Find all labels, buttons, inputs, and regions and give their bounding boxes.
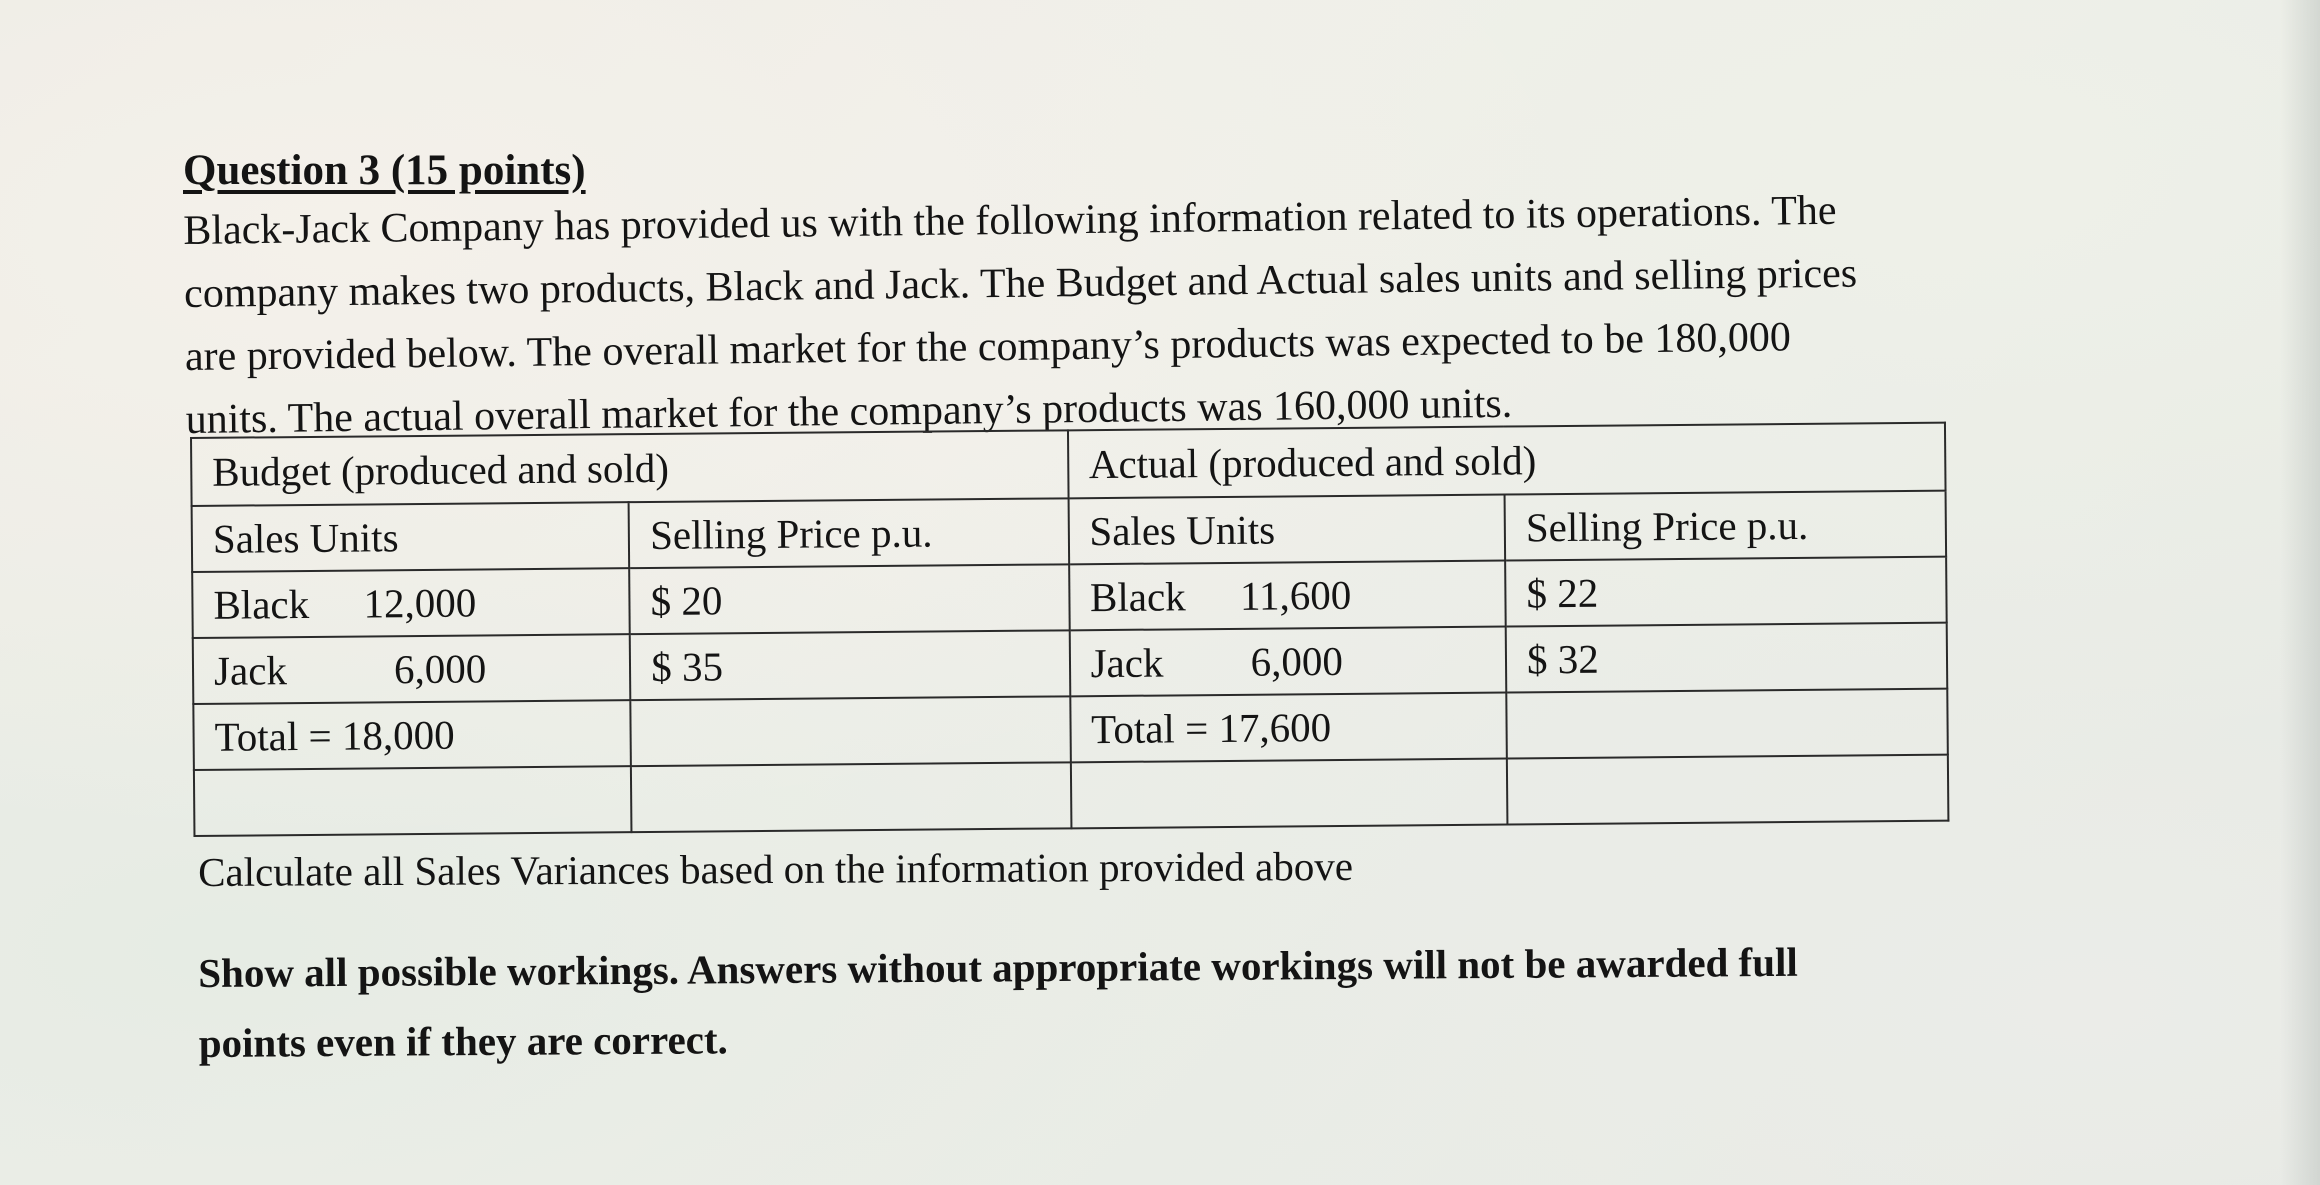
budget-price-cell: $ 35 [630,630,1070,700]
empty-cell [631,762,1071,832]
sales-data-table [190,422,1949,837]
units-value: 12,000 [363,579,477,627]
question-intro [183,178,2026,452]
budget-price-header: Selling Price p.u. [629,498,1069,568]
actual-units-cell [1069,627,1506,697]
intro-line: units. The actual overall market for the company’s products was 160,000 units. [185,380,1513,443]
table-row [194,755,1949,836]
budget-units-cell [192,568,630,638]
empty-cell [1070,759,1507,829]
actual-units-cell [1069,561,1506,631]
empty-cell [1507,755,1949,825]
instruction-text: Calculate all Sales Variances based on the information provided above [198,842,1354,895]
budget-header: Budget (produced and sold) [191,430,1068,506]
empty-cell [1506,689,1948,759]
note-line: Show all possible workings. Answers without appropriate workings will not be awarded full [198,938,1798,996]
product-name: Jack [1090,639,1164,687]
intro-line: are provided below. The overall market for the company’s products was expected to be 180,000 [184,314,1792,380]
actual-header: Actual (produced and sold) [1068,423,1946,499]
empty-cell [631,696,1071,766]
product-name: Black [213,580,310,628]
product-name: Jack [213,647,288,694]
note-line: points even if they are correct. [198,1016,728,1066]
units-value: 6,000 [1250,637,1344,685]
workings-note [198,927,1799,1078]
actual-price-header: Selling Price p.u. [1505,491,1947,561]
actual-price-cell: $ 32 [1506,623,1948,693]
actual-units-header: Sales Units [1068,495,1505,565]
units-value: 11,600 [1239,571,1352,619]
actual-total-cell: Total = 17,600 [1070,693,1507,763]
budget-price-cell: $ 20 [629,564,1069,634]
empty-cell [194,766,632,836]
units-value: 6,000 [393,645,487,693]
question-title: Question 3 (15 points) [183,147,586,194]
budget-units-header: Sales Units [192,502,630,572]
budget-total-cell: Total = 18,000 [193,700,631,770]
intro-line: Black-Jack Company has provided us with the following information related to its operations. The [183,187,1837,254]
product-name: Black [1089,573,1186,621]
actual-price-cell: $ 22 [1505,557,1947,627]
budget-units-cell [193,634,631,704]
page-edge-shadow [2280,0,2320,1185]
intro-line: company makes two products, Black and Jack. The Budget and Actual sales units and selling prices [183,250,1858,317]
